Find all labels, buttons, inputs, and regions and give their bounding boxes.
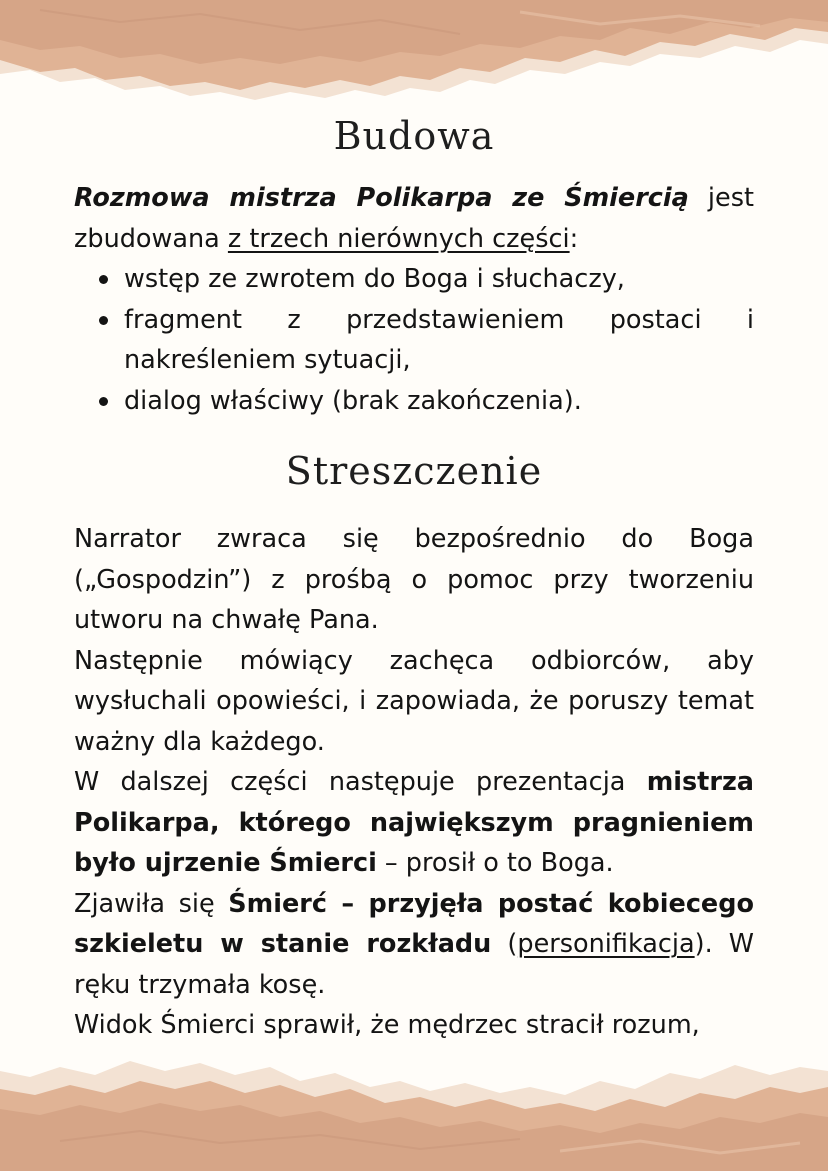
summary-paragraph-4: Zjawiła się Śmierć – przyjęła postać kobiecego szkieletu w stanie rozkładu (personifikacja). W ręku trzymała kosę. <box>74 888 754 1000</box>
bullet-icon <box>99 397 108 406</box>
structure-list <box>74 259 754 421</box>
summary-paragraph-5: Widok Śmierci sprawił, że mędrzec stracił rozum, <box>74 1010 700 1040</box>
structure-intro: Rozmowa mistrza Polikarpa ze Śmiercią jest zbudowana z trzech nierównych części: <box>74 183 754 254</box>
list-item: wstęp ze zwrotem do Boga i słuchaczy, <box>74 259 754 300</box>
section-title-streszczenie: Streszczenie <box>285 449 543 493</box>
underlined-term: personifikacja <box>517 929 695 959</box>
list-item: dialog właściwy (brak zakończenia). <box>74 381 754 422</box>
underlined-phrase: z trzech nierównych części <box>227 223 570 254</box>
summary-paragraph-2: Następnie mówiący zachęca odbiorców, aby wysłuchali opowieści, i zapowiada, że poruszy temat ważny dla każdego. <box>74 645 754 757</box>
work-title: Rozmowa mistrza Polikarpa ze Śmiercią <box>74 183 689 213</box>
section-title-budowa: Budowa <box>333 114 495 158</box>
summary-paragraph-3: W dalszej części następuje prezentacja mistrza Polikarpa, którego największym pragnieniem było ujrzenie Śmierci – prosił o to Boga. <box>74 767 754 878</box>
bullet-icon <box>99 275 108 284</box>
document-content <box>74 108 754 1046</box>
list-item: fragment z przedstawieniem postaci i nakreśleniem sytuacji, <box>74 300 754 381</box>
summary-paragraph-1: Narrator zwraca się bezpośrednio do Boga („Gospodzin”) z prośbą o pomoc przy tworzeniu utworu na chwałę Pana. <box>74 524 754 635</box>
torn-paper-bottom <box>0 1031 828 1171</box>
bullet-icon <box>99 316 108 325</box>
